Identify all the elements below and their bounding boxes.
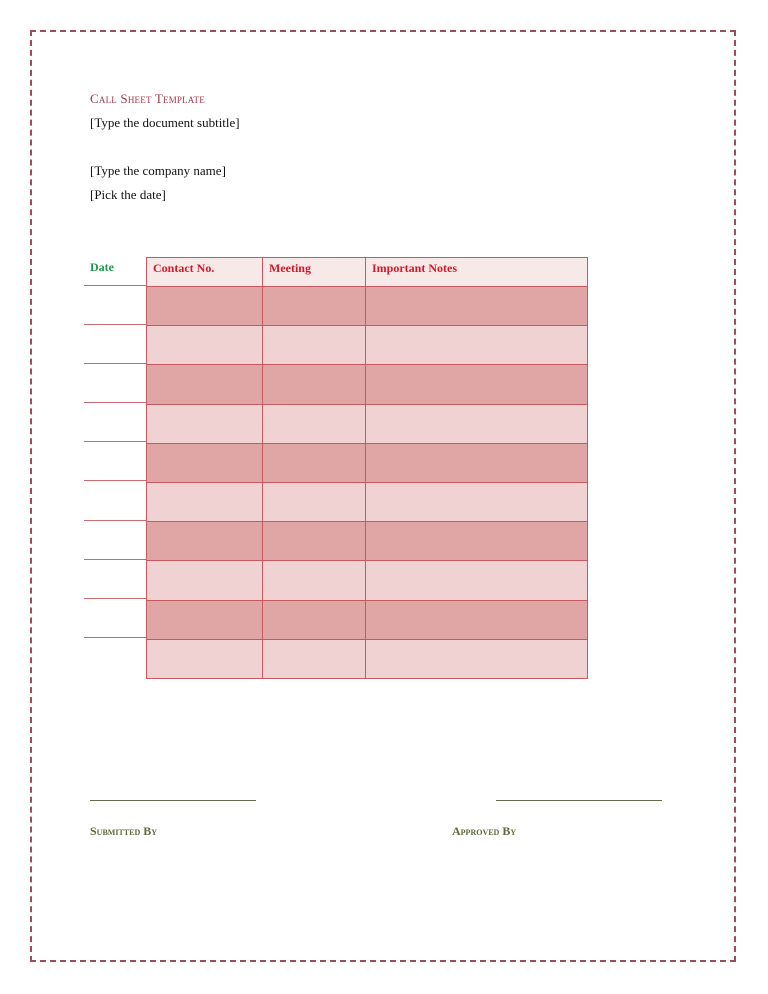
- notes-cell[interactable]: [365, 287, 587, 325]
- table-header-row: [147, 258, 587, 286]
- table-row: [147, 286, 587, 325]
- approved-by-label: Approved By: [452, 824, 517, 838]
- notes-cell[interactable]: [365, 561, 587, 599]
- contact-cell[interactable]: [147, 483, 262, 521]
- date-line[interactable]: [84, 598, 146, 599]
- submitted-by-signature-line[interactable]: [90, 800, 256, 801]
- call-sheet-table: [146, 257, 588, 679]
- contact-cell[interactable]: [147, 561, 262, 599]
- meeting-cell[interactable]: [262, 326, 365, 364]
- meeting-cell[interactable]: [262, 287, 365, 325]
- meeting-cell[interactable]: [262, 561, 365, 599]
- date-line[interactable]: [84, 637, 146, 638]
- table-row: [147, 560, 587, 599]
- date-line[interactable]: [84, 324, 146, 325]
- contact-cell[interactable]: [147, 522, 262, 560]
- meeting-cell[interactable]: [262, 405, 365, 443]
- notes-cell[interactable]: [365, 640, 587, 678]
- table-row: [147, 600, 587, 639]
- date-column-header: Date: [90, 260, 114, 274]
- meeting-cell[interactable]: [262, 640, 365, 678]
- table-row: [147, 639, 587, 678]
- contact-cell[interactable]: [147, 601, 262, 639]
- document-title[interactable]: Call Sheet Template: [90, 91, 205, 106]
- contact-cell[interactable]: [147, 444, 262, 482]
- date-line[interactable]: [84, 402, 146, 403]
- company-name-field[interactable]: [Type the company name]: [90, 163, 226, 178]
- notes-cell[interactable]: [365, 365, 587, 403]
- table-row: [147, 482, 587, 521]
- column-header-notes: Important Notes: [365, 258, 587, 286]
- meeting-cell[interactable]: [262, 483, 365, 521]
- date-picker-field[interactable]: [Pick the date]: [90, 187, 166, 202]
- column-header-contact: Contact No.: [153, 261, 215, 275]
- notes-cell[interactable]: [365, 444, 587, 482]
- contact-cell[interactable]: [147, 287, 262, 325]
- contact-cell[interactable]: [147, 365, 262, 403]
- date-line[interactable]: [84, 559, 146, 560]
- notes-cell[interactable]: [365, 405, 587, 443]
- notes-cell[interactable]: [365, 326, 587, 364]
- date-line[interactable]: [84, 285, 146, 286]
- document-subtitle-field[interactable]: [Type the document subtitle]: [90, 115, 240, 130]
- table-row: [147, 325, 587, 364]
- date-line[interactable]: [84, 480, 146, 481]
- submitted-by-label: Submitted By: [90, 824, 158, 838]
- table-row: [147, 521, 587, 560]
- notes-cell[interactable]: [365, 522, 587, 560]
- meeting-cell[interactable]: [262, 444, 365, 482]
- notes-cell[interactable]: [365, 601, 587, 639]
- meeting-cell[interactable]: [262, 365, 365, 403]
- table-row: [147, 404, 587, 443]
- contact-cell[interactable]: [147, 326, 262, 364]
- contact-cell[interactable]: [147, 640, 262, 678]
- meeting-cell[interactable]: [262, 601, 365, 639]
- date-line[interactable]: [84, 520, 146, 521]
- date-line[interactable]: [84, 363, 146, 364]
- meeting-cell[interactable]: [262, 522, 365, 560]
- contact-cell[interactable]: [147, 405, 262, 443]
- table-row: [147, 364, 587, 403]
- table-row: [147, 443, 587, 482]
- notes-cell[interactable]: [365, 483, 587, 521]
- column-header-meeting: Meeting: [262, 258, 365, 286]
- approved-by-signature-line[interactable]: [496, 800, 662, 801]
- date-line[interactable]: [84, 441, 146, 442]
